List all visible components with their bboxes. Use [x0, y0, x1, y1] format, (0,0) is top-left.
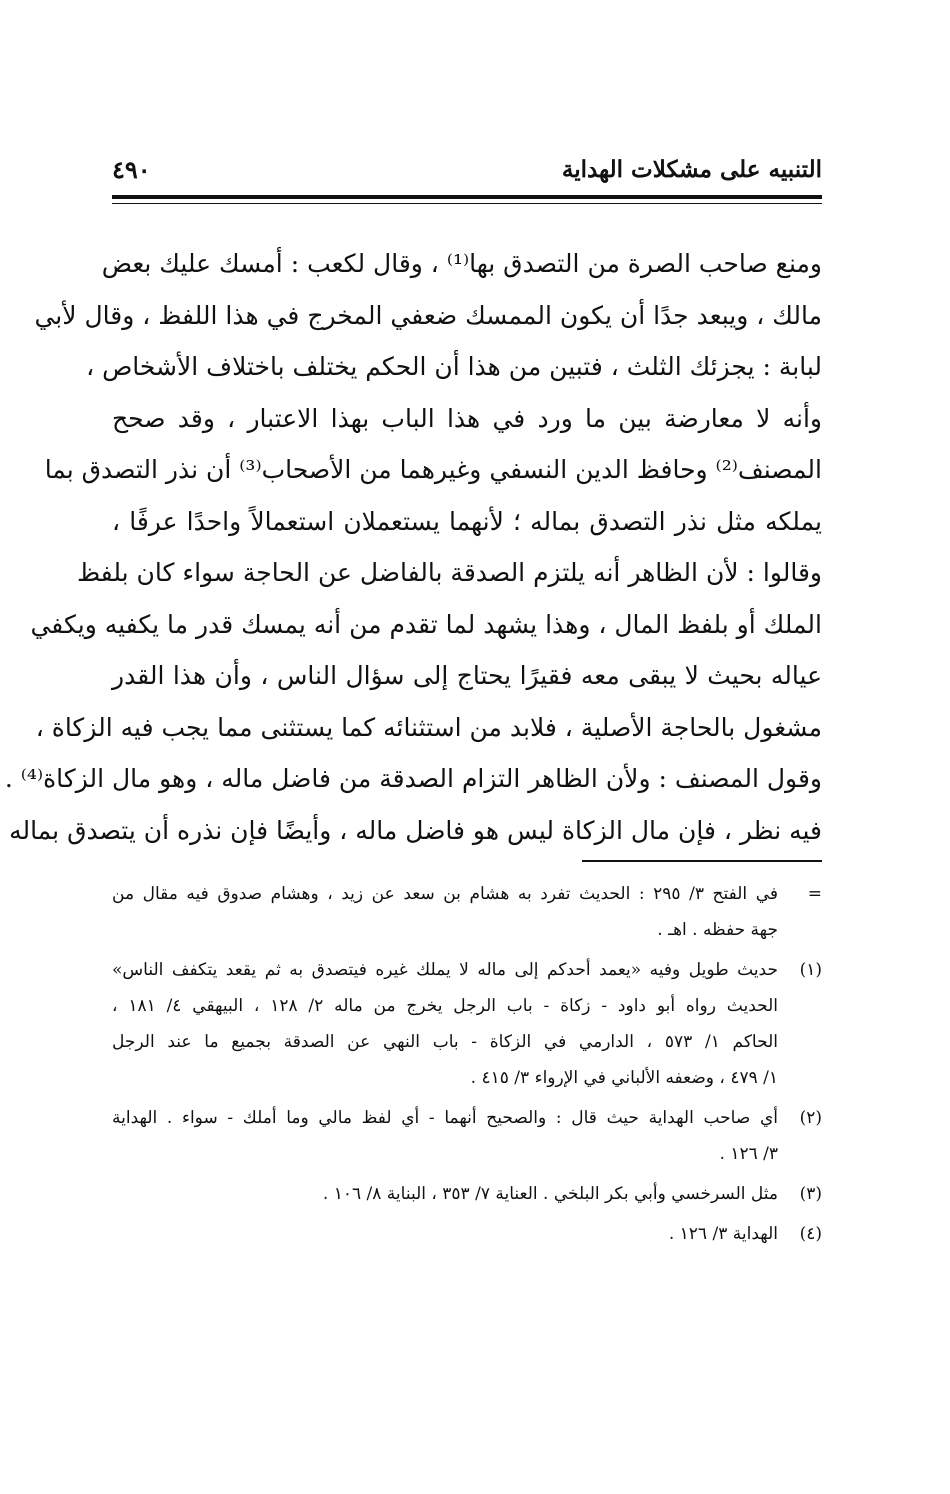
main-text: [4, 238, 822, 856]
footnote-1: [112, 952, 822, 1096]
footnote-line: ٣/ ١٢٦ .: [719, 1144, 778, 1164]
footnote-marker: (٣): [799, 1184, 822, 1204]
text-line: عياله بحيث لا يبقى معه فقيرًا يحتاج إلى سؤال الناس ، وأن هذا القدر: [112, 661, 822, 690]
footnote-line: الهداية ٣/ ١٢٦ .: [668, 1224, 778, 1244]
footnote-3: [112, 1176, 822, 1212]
footnote-line: في الفتح ٣/ ٢٩٥ : الحديث تفرد به هشام بن سعد عن زيد ، وهشام صدوق فيه مقال من: [112, 884, 778, 904]
text-line: وقول المصنف : ولأن الظاهر التزام الصدقة من فاضل ماله ، وهو مال الزكاة⁽⁴⁾ .: [4, 764, 822, 793]
footnote-line: ١/ ٤٧٩ ، وضعفه الألباني في الإرواء ٣/ ٤١٥ .: [470, 1068, 778, 1088]
footnote-marker: =: [807, 884, 822, 904]
text-line: وأنه لا معارضة بين ما ورد في هذا الباب بهذا الاعتبار ، وقد صحح: [112, 403, 822, 433]
header-rule-thin: [112, 203, 822, 204]
footnote-marker: (٤): [799, 1224, 822, 1244]
text-line: المصنف⁽²⁾ وحافظ الدين النسفي وغيرهما من الأصحاب⁽³⁾ أن نذر التصدق بما: [44, 455, 822, 484]
text-line: ومنع صاحب الصرة من التصدق بها⁽¹⁾ ، وقال لكعب : أمسك عليك بعض: [101, 249, 822, 278]
footnote-4: [112, 1216, 822, 1252]
footnote-marker: (٢): [799, 1108, 822, 1128]
footnote-line: جهة حفظه . اهـ .: [657, 920, 778, 940]
text-line: مشغول بالحاجة الأصلية ، فلابد من استثنائه كما يستثنى مما يجب فيه الزكاة ،: [35, 712, 822, 742]
footnote-line: حديث طويل وفيه «يعمد أحدكم إلى ماله لا يملك غيره فيتصدق به ثم يقعد يتكفف الناس»: [112, 960, 778, 980]
text-line: يملكه مثل نذر التصدق بماله ؛ لأنهما يستعملان استعمالاً واحدًا عرفًا ،: [112, 506, 822, 536]
header-rule-thick: [112, 195, 822, 199]
text-line: مالك ، ويبعد جدًا أن يكون الممسك ضعفي المخرج في هذا اللفظ ، وقال لأبي: [34, 300, 822, 330]
text-line: الملك أو بلفظ المال ، وهذا يشهد لما تقدم من أنه يمسك قدر ما يكفيه ويكفي: [30, 609, 822, 639]
footnotes: [112, 876, 822, 1256]
text-line: لبابة : يجزئك الثلث ، فتبين من هذا أن الحكم يختلف باختلاف الأشخاص ،: [86, 352, 822, 381]
footnote-line: الحاكم ١/ ٥٧٣ ، الدارمي في الزكاة - باب النهي عن الصدقة بجميع ما عند الرجل: [112, 1032, 778, 1052]
footnote-line: مثل السرخسي وأبي بكر البلخي . العناية ٧/ ٣٥٣ ، البناية ٨/ ١٠٦ .: [322, 1184, 778, 1204]
page-header: [112, 150, 822, 190]
running-title: التنبيه على مشكلات الهداية: [561, 156, 822, 183]
text-line: فيه نظر ، فإن مال الزكاة ليس هو فاضل ماله ، وأيضًا فإن نذره أن يتصدق بماله: [9, 815, 822, 845]
footnote-line: أي صاحب الهداية حيث قال : والصحيح أنهما - أي لفظ مالي وما أملك - سواء . الهداية: [112, 1108, 778, 1128]
footnote-continuation: [112, 876, 822, 948]
footnote-line: الحديث رواه أبو داود - زكاة - باب الرجل يخرج من ماله ٢/ ١٢٨ ، البيهقي ٤/ ١٨١ ،: [112, 996, 778, 1016]
footnote-marker: (١): [799, 960, 822, 980]
footnote-separator: [582, 860, 822, 862]
text-line: وقالوا : لأن الظاهر أنه يلتزم الصدقة بالفاضل عن الحاجة سواء كان بلفظ: [76, 558, 822, 587]
page-number: ٤٩٠: [112, 155, 151, 184]
footnote-2: [112, 1100, 822, 1172]
